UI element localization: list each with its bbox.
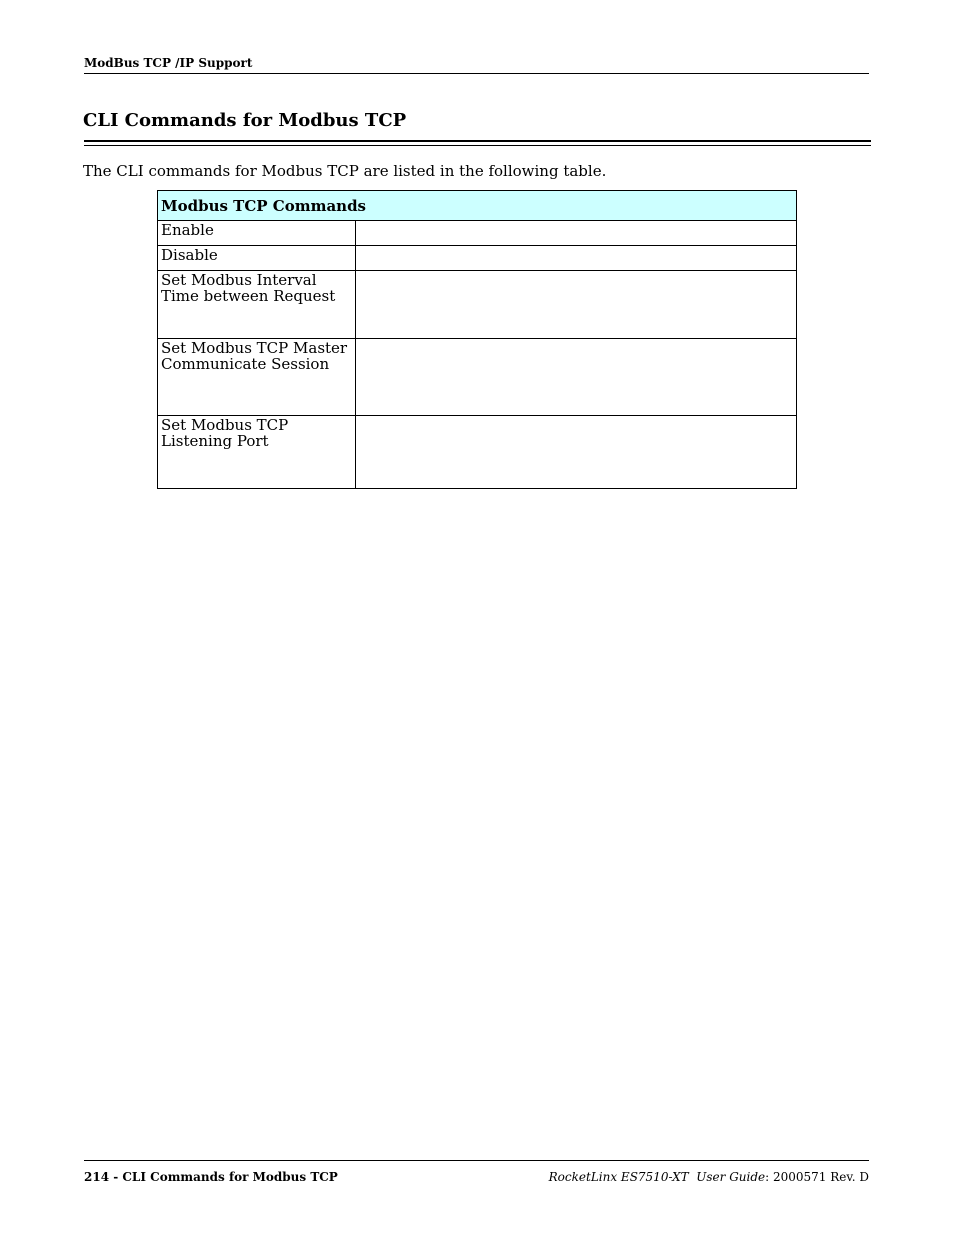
description-cell xyxy=(356,339,797,416)
table-header: Modbus TCP Commands xyxy=(158,191,797,221)
command-cell: Set Modbus Interval Time between Request xyxy=(158,271,356,339)
table-header-row xyxy=(158,191,797,221)
table-row xyxy=(158,246,797,271)
footer-document-info xyxy=(549,1170,869,1184)
modbus-commands-table xyxy=(157,190,797,489)
running-header: ModBus TCP /IP Support xyxy=(84,56,253,70)
title-divider xyxy=(84,140,871,146)
description-cell xyxy=(356,271,797,339)
table-row xyxy=(158,339,797,416)
command-cell: Enable xyxy=(158,221,356,246)
section-title: CLI Commands for Modbus TCP xyxy=(83,110,407,131)
table-row xyxy=(158,221,797,246)
footer-divider xyxy=(84,1160,869,1161)
footer-page-label: 214 - CLI Commands for Modbus TCP xyxy=(84,1170,338,1184)
intro-paragraph: The CLI commands for Modbus TCP are listed in the following table. xyxy=(83,162,607,180)
command-cell: Disable xyxy=(158,246,356,271)
footer-doc-number: : 2000571 Rev. D xyxy=(765,1170,869,1184)
footer-guide: User Guide xyxy=(696,1170,766,1184)
description-cell xyxy=(356,416,797,489)
command-cell: Set Modbus TCP Master Communicate Session xyxy=(158,339,356,416)
header-divider xyxy=(84,73,869,74)
table-row xyxy=(158,271,797,339)
description-cell xyxy=(356,221,797,246)
description-cell xyxy=(356,246,797,271)
table-row xyxy=(158,416,797,489)
command-cell: Set Modbus TCP Listening Port xyxy=(158,416,356,489)
footer-product: RocketLinx ES7510-XT xyxy=(548,1170,689,1184)
